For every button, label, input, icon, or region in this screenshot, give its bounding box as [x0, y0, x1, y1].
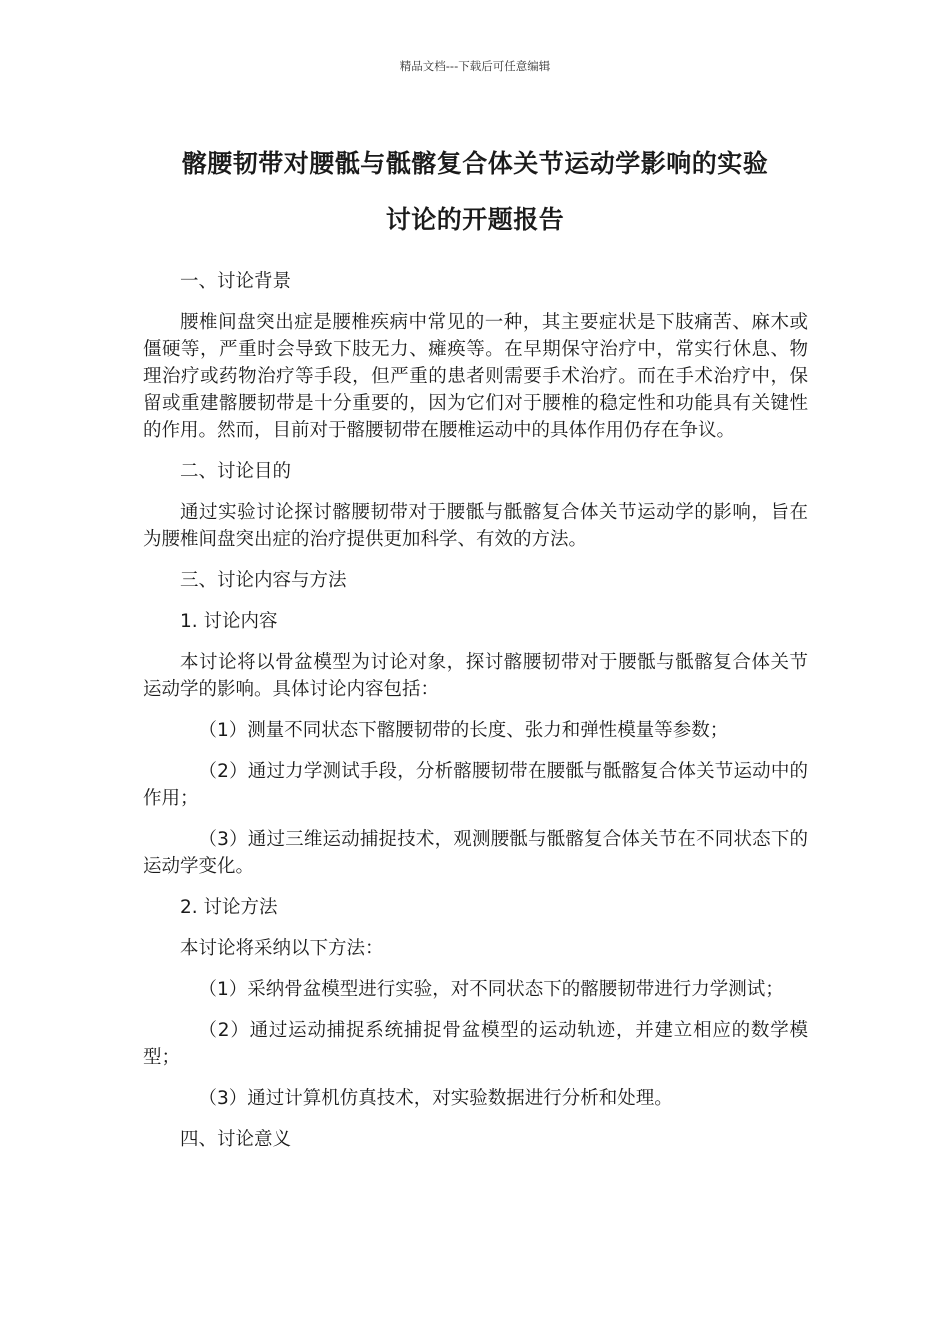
section-heading-purpose: 二、讨论目的	[180, 461, 292, 482]
methods-paragraph: 本讨论将采纳以下方法：	[180, 938, 384, 959]
content-item-1: （1）测量不同状态下髂腰韧带的长度、张力和弹性模量等参数；	[198, 720, 729, 741]
content-paragraph: 本讨论将以骨盆模型为讨论对象，探讨髂腰韧带对于腰骶与骶髂复合体关节运动学的影响。具体讨论内容包括：	[143, 652, 808, 700]
method-item-1: （1）采纳骨盆模型进行实验，对不同状态下的髂腰韧带进行力学测试；	[198, 979, 784, 1000]
background-paragraph: 腰椎间盘突出症是腰椎疾病中常见的一种，其主要症状是下肢痛苦、麻木或僵硬等，严重时会导致下肢无力、瘫痪等。在早期保守治疗中，常实行休息、物理治疗或药物治疗等手段，但严重的患者则需要手术治疗。而在手术治疗中，保留或重建髂腰韧带是十分重要的，因为它们对于腰椎的稳定性和功能具有关键性的作用。然而，目前对于髂腰韧带在腰椎运动中的具体作用仍存在争议。	[143, 312, 808, 441]
section-heading-significance: 四、讨论意义	[180, 1129, 292, 1150]
page-header: 精品文档---下载后可任意编辑	[399, 59, 551, 73]
subheading-methods: 2. 讨论方法	[180, 897, 278, 918]
subheading-content: 1. 讨论内容	[180, 611, 278, 632]
title-line-1: 髂腰韧带对腰骶与骶髂复合体关节运动学影响的实验	[181, 149, 769, 178]
purpose-paragraph: 通过实验讨论探讨髂腰韧带对于腰骶与骶髂复合体关节运动学的影响，旨在为腰椎间盘突出症的治疗提供更加科学、有效的方法。	[143, 502, 808, 550]
method-item-2: （2）通过运动捕捉系统捕捉骨盆模型的运动轨迹，并建立相应的数学模型；	[143, 1020, 808, 1068]
document-title	[120, 136, 830, 248]
content-item-2: （2）通过力学测试手段，分析髂腰韧带在腰骶与骶髂复合体关节运动中的作用；	[143, 761, 808, 809]
document-body	[143, 268, 808, 1167]
section-heading-content-methods: 三、讨论内容与方法	[180, 570, 347, 591]
section-heading-background: 一、讨论背景	[180, 271, 292, 292]
title-line-2: 讨论的开题报告	[385, 205, 565, 234]
content-item-3: （3）通过三维运动捕捉技术，观测腰骶与骶髂复合体关节在不同状态下的运动学变化。	[143, 829, 808, 877]
method-item-3: （3）通过计算机仿真技术，对实验数据进行分析和处理。	[198, 1088, 673, 1109]
